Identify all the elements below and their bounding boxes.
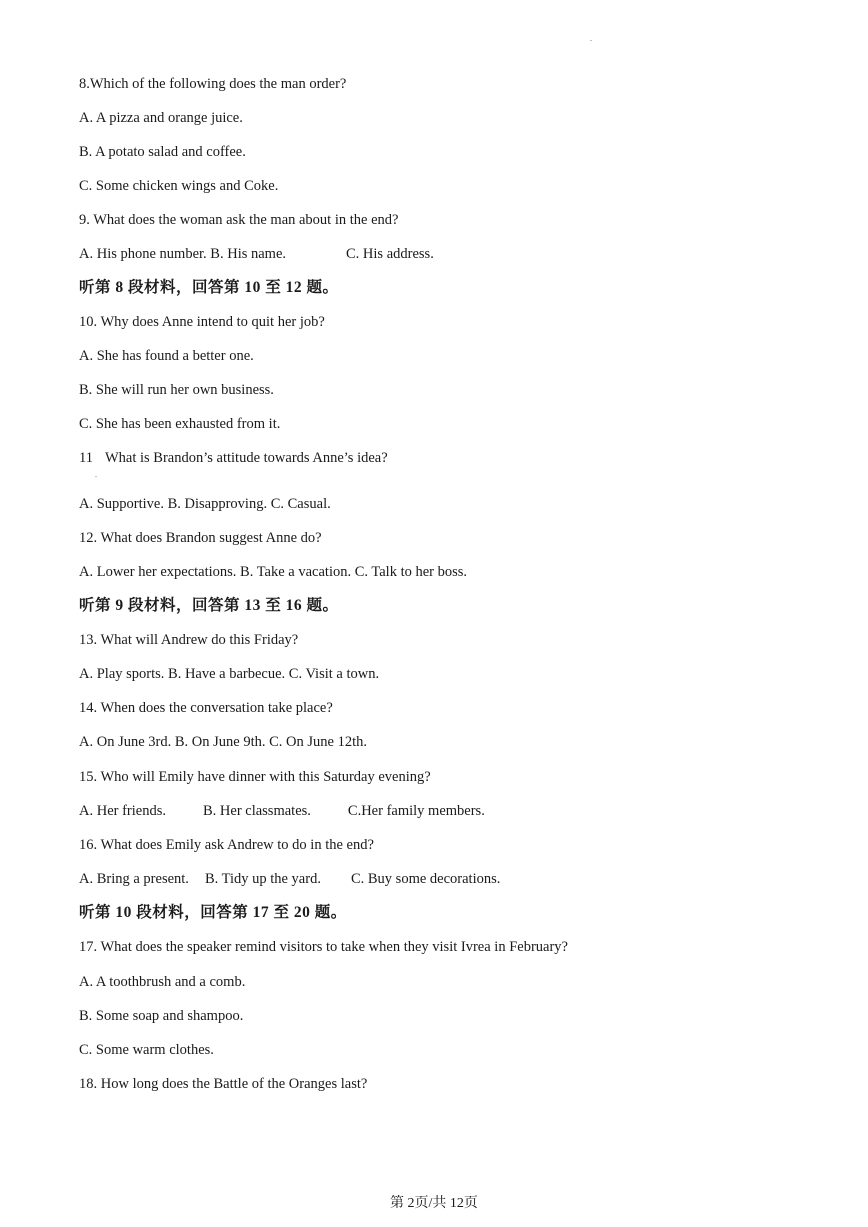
options-15: [79, 802, 485, 820]
section-heading-10: 听第 10 段材料，回答第 17 至 20 题。: [79, 904, 347, 921]
question-15: 15. Who will Emily have dinner with this Saturday evening?: [79, 769, 431, 785]
option-16a: A. Bring a present.: [79, 871, 189, 887]
section-heading-9: 听第 9 段材料，回答第 13 至 16 题。: [79, 597, 339, 614]
question-14: 14. When does the conversation take place?: [79, 700, 333, 716]
question-11-number: 11: [79, 450, 93, 466]
scan-dot: .: [95, 470, 97, 479]
question-11: [79, 449, 388, 467]
option-17b: B. Some soap and shampoo.: [79, 1008, 244, 1024]
page-footer: 第 2页/共 12页: [390, 1196, 478, 1211]
option-8b: B. A potato salad and coffee.: [79, 144, 246, 160]
question-8: 8.Which of the following does the man order?: [79, 76, 347, 92]
question-9: 9. What does the woman ask the man about in the end?: [79, 212, 399, 228]
option-15c: C.Her family members.: [347, 803, 485, 819]
options-14: A. On June 3rd. B. On June 9th. C. On June 12th.: [79, 734, 367, 750]
option-9a: A. His phone number.: [79, 246, 207, 262]
option-8c: C. Some chicken wings and Coke.: [79, 178, 279, 194]
question-16: 16. What does Emily ask Andrew to do in the end?: [79, 837, 374, 853]
question-18: 18. How long does the Battle of the Oranges last?: [79, 1076, 368, 1092]
question-12: 12. What does Brandon suggest Anne do?: [79, 530, 322, 546]
options-9: [79, 245, 434, 263]
option-10c: C. She has been exhausted from it.: [79, 416, 281, 432]
options-12: A. Lower her expectations. B. Take a vacation. C. Talk to her boss.: [79, 564, 468, 580]
section-heading-8: 听第 8 段材料，回答第 10 至 12 题。: [79, 279, 339, 296]
question-17: 17. What does the speaker remind visitors to take when they visit Ivrea in February?: [79, 939, 568, 955]
options-11: A. Supportive. B. Disapproving. C. Casual.: [79, 496, 331, 512]
option-8a: A. A pizza and orange juice.: [79, 110, 243, 126]
option-9c: C. His address.: [346, 246, 434, 262]
option-17c: C. Some warm clothes.: [79, 1042, 214, 1058]
option-15b: B. Her classmates.: [202, 803, 311, 819]
option-15a: A. Her friends.: [79, 803, 166, 819]
question-11-text: What is Brandon’s attitude towards Anne’s idea?: [104, 450, 388, 466]
options-16: [79, 870, 500, 888]
option-16c: C. Buy some decorations.: [350, 871, 501, 887]
question-10: 10. Why does Anne intend to quit her job?: [79, 314, 325, 330]
option-16b: B. Tidy up the yard.: [204, 871, 321, 887]
option-9b: B. His name.: [210, 246, 287, 262]
option-17a: A. A toothbrush and a comb.: [79, 974, 246, 990]
option-10a: A. She has found a better one.: [79, 348, 254, 364]
scan-dot: .: [590, 34, 592, 43]
option-10b: B. She will run her own business.: [79, 382, 274, 398]
options-13: A. Play sports. B. Have a barbecue. C. Visit a town.: [79, 666, 380, 682]
question-13: 13. What will Andrew do this Friday?: [79, 632, 299, 648]
